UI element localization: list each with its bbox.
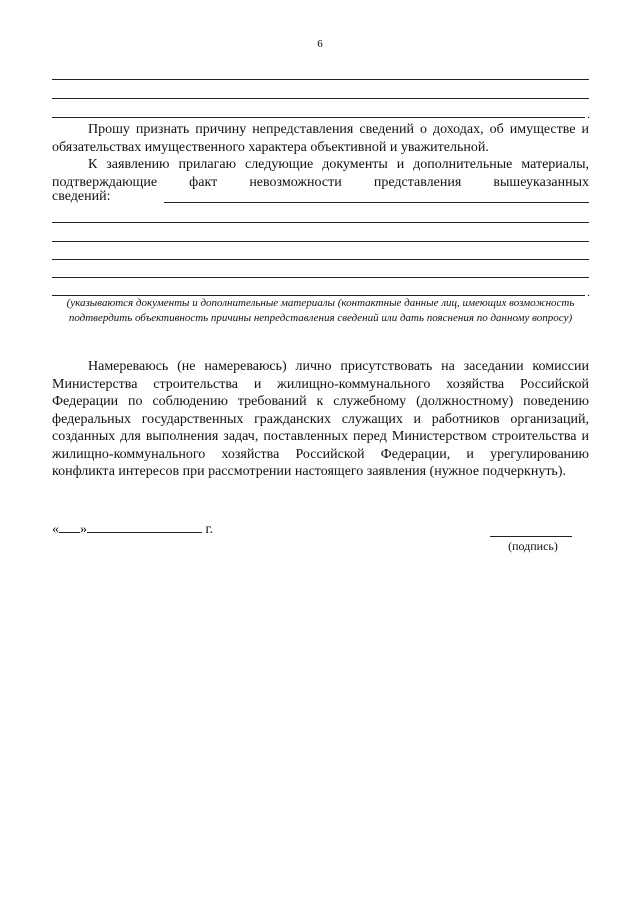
date-field [52, 520, 213, 538]
year-suffix: г. [205, 522, 214, 537]
line-end-dot: . [587, 107, 590, 121]
svedeniy-field [52, 188, 589, 206]
document-line [52, 241, 589, 242]
date-open-quote: « [52, 522, 59, 537]
blank-line [52, 117, 585, 118]
page-number: 6 [317, 38, 323, 50]
document-line [52, 277, 589, 278]
svedeniy-fill-line [164, 202, 589, 203]
document-line [52, 259, 589, 260]
document-line [52, 222, 589, 223]
signature-label: (подпись) [508, 539, 558, 553]
blank-line [52, 79, 589, 80]
date-close-quote: » [80, 522, 87, 537]
signature-line [490, 536, 572, 537]
svedeniy-label: сведений: [52, 189, 111, 204]
blank-line [52, 98, 589, 99]
attendance-paragraph: Намереваюсь (не намереваюсь) лично присутствовать на заседании комиссии Министерства строительства и жилищно-коммунального хозяйства Российской Федерации по соблюдению требований к служебному (должностному) поведению федеральных государственных гражданских служащих и работников организаций, созданных для выполнения задач, поставленных перед Министерством строительства и жилищно-коммунального хозяйства Российской Федерации, и урегулированию конфликта интересов при рассмотрении настоящего заявления (нужное подчеркнуть). [52, 359, 589, 479]
month-year-blank [87, 520, 202, 533]
documents-hint: (указываются документы и дополнительные материалы (контактные данные лиц, имеющих возможность подтвердить объективность причины непредставления сведений или дать пояснения по данному вопросу) [66, 297, 575, 324]
line-end-dot: . [587, 285, 590, 299]
reason-paragraph: Прошу признать причину непредставления сведений о доходах, об имуществе и обязательствах имущественного характера объективной и уважительной. [52, 122, 589, 155]
attachments-paragraph: К заявлению прилагаю следующие документы и дополнительные материалы, подтверждающие факт невозможности представления вышеуказанных [52, 157, 589, 190]
day-blank [59, 520, 80, 533]
